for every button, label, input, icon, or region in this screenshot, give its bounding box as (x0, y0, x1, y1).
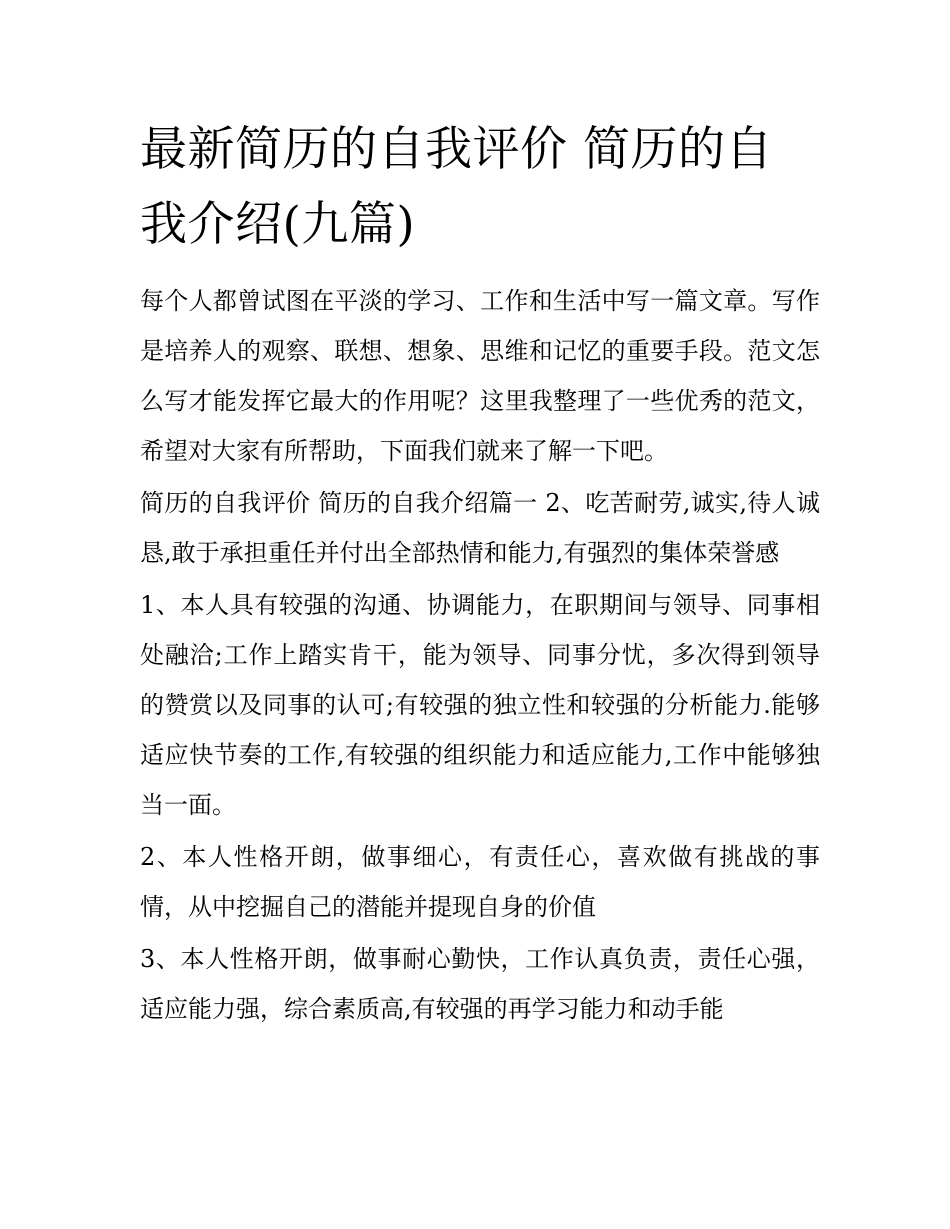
paragraph-intro: 每个人都曾试图在平淡的学习、工作和生活中写一篇文章。写作是培养人的观察、联想、想象、思维和记忆的重要手段。范文怎么写才能发挥它最大的作用呢？这里我整理了一些优秀的范文，希望对大家有所帮助，下面我们就来了解一下吧。 (140, 287, 820, 465)
document-title: 最新简历的自我评价 简历的自我介绍(九篇) (140, 122, 773, 252)
paragraph-item-3: 3、本人性格开朗，做事耐心勤快，工作认真负责，责任心强，适应能力强，综合素质高,有较强的再学习能力和动手能 (140, 945, 820, 1023)
paragraph-section-one: 简历的自我评价 简历的自我介绍篇一 2、吃苦耐劳,诚实,待人诚恳,敢于承担重任并付出全部热情和能力,有强烈的集体荣誉感 (140, 489, 820, 567)
document-body (140, 276, 820, 1036)
paragraph-item-1: 1、本人具有较强的沟通、协调能力，在职期间与领导、同事相处融洽;工作上踏实肯干，能为领导、同事分忧，多次得到领导的赞赏以及同事的认可;有较强的独立性和较强的分析能力.能够适应快节奏的工作,有较强的组织能力和适应能力,工作中能够独当一面。 (140, 591, 820, 819)
paragraph-item-2: 2、本人性格开朗，做事细心，有责任心，喜欢做有挑战的事情，从中挖掘自己的潜能并提现自身的价值 (140, 843, 820, 921)
